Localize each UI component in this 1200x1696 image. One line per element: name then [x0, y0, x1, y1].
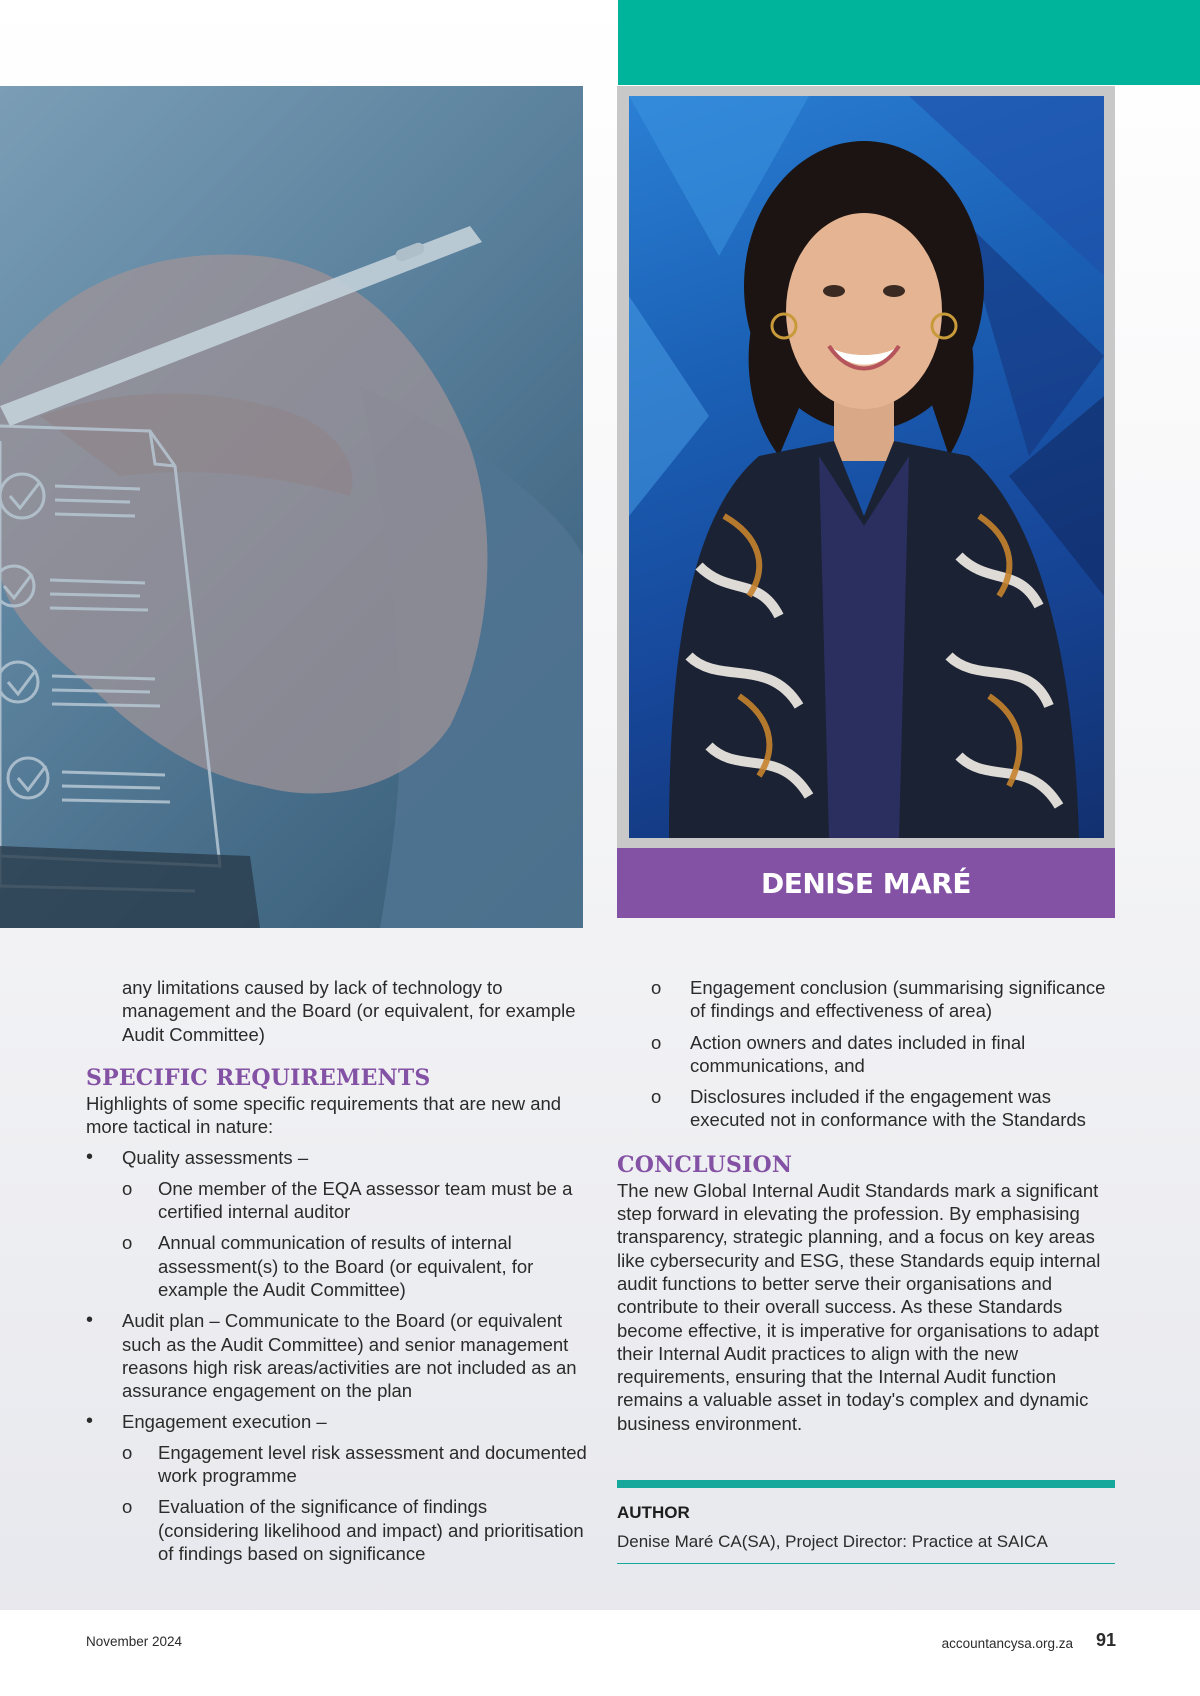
list-item-text: Quality assessments – — [122, 1147, 309, 1169]
list-item-text: Audit plan – Communicate to the Board (or equivalent such as the Audit Committee) and senior management reasons high risk areas/activities are not included as an assurance engagement on the plan — [122, 1310, 577, 1402]
list-item — [86, 1309, 591, 1402]
author-heading: AUTHOR — [617, 1503, 690, 1522]
sub-list — [122, 1441, 591, 1565]
intro-paragraph: Highlights of some specific requirements that are new and more tactical in nature: — [86, 1092, 562, 1138]
list-item — [86, 1146, 591, 1301]
sub-list-item-text: Action owners and dates included in final communications, and — [690, 1031, 1026, 1076]
sub-list-item-text: One member of the EQA assessor team must be a certified internal auditor — [158, 1177, 573, 1223]
left-column — [86, 976, 591, 1573]
sub-list-item-text: Evaluation of the significance of findings (considering likelihood and impact) and prioritisation of findings based on significance — [158, 1496, 584, 1564]
right-column — [617, 976, 1117, 1435]
sub-list-item-text: Engagement level risk assessment and documented work programme — [158, 1441, 587, 1487]
sub-list-item-text: Disclosures included if the engagement was executed not in conformance with the Standards — [690, 1086, 1086, 1131]
footer-website: accountancysa.org.za — [941, 1636, 1073, 1651]
continued-sub-list — [617, 976, 1117, 1132]
sub-list-item — [617, 1031, 1117, 1078]
author-bottom-rule — [617, 1563, 1115, 1564]
sub-bullet-marker: o — [651, 977, 662, 998]
portrait-caption: DENISE MARÉ — [617, 848, 1115, 918]
sub-bullet-marker: o — [122, 1177, 133, 1199]
requirements-list — [86, 1146, 591, 1565]
sub-list — [122, 1177, 591, 1301]
sub-bullet-marker: o — [651, 1031, 662, 1053]
hero-image — [0, 86, 583, 928]
sub-bullet-marker: o — [651, 1086, 662, 1108]
sub-bullet-marker: o — [122, 1441, 133, 1463]
sub-list-item-text: Annual communication of results of internal assessment(s) to the Board (or equivalent, for example the Audit Committee) — [158, 1232, 534, 1300]
list-item — [86, 1410, 591, 1565]
page-number: 91 — [1095, 1630, 1116, 1650]
sub-list-item-text: Engagement conclusion (summarising significance of findings and effectiveness of area) — [690, 977, 1106, 1022]
author-byline: Denise Maré CA(SA), Project Director: Practice at SAICA — [617, 1532, 1048, 1551]
continued-paragraph: any limitations caused by lack of technology to management and the Board (or equivalent, for example Audit Committee) — [122, 977, 576, 1045]
sub-list-item — [122, 1177, 591, 1224]
list-item-text: Engagement execution – — [122, 1411, 327, 1433]
sub-list-item — [122, 1231, 591, 1301]
page-footer — [0, 1610, 1200, 1696]
author-portrait — [629, 96, 1104, 838]
header-accent-bar — [618, 0, 1200, 85]
sub-list-item — [122, 1495, 591, 1565]
sub-bullet-marker: o — [122, 1496, 133, 1518]
section-heading-conclusion: CONCLUSION — [617, 1151, 793, 1178]
section-heading-specific-requirements: SPECIFIC REQUIREMENTS — [86, 1064, 431, 1091]
sub-list-item — [617, 976, 1117, 1023]
author-divider — [617, 1480, 1115, 1488]
sub-list-item — [122, 1441, 591, 1488]
footer-date: November 2024 — [86, 1634, 183, 1649]
sub-list-item — [617, 1085, 1117, 1132]
conclusion-paragraph: The new Global Internal Audit Standards mark a significant step forward in elevating the profession. By emphasising transparency, strategic planning, and a focus on key areas like cybersecurity and ESG, these Standards equip internal audit functions to better serve their organisations and contribute to their overall success. As these Standards become effective, it is imperative for organisations to adapt their Internal Audit practices to align with the new requirements, ensuring that the Internal Audit function remains a valuable asset in today's complex and dynamic business environment. — [617, 1179, 1101, 1434]
sub-bullet-marker: o — [122, 1232, 133, 1254]
